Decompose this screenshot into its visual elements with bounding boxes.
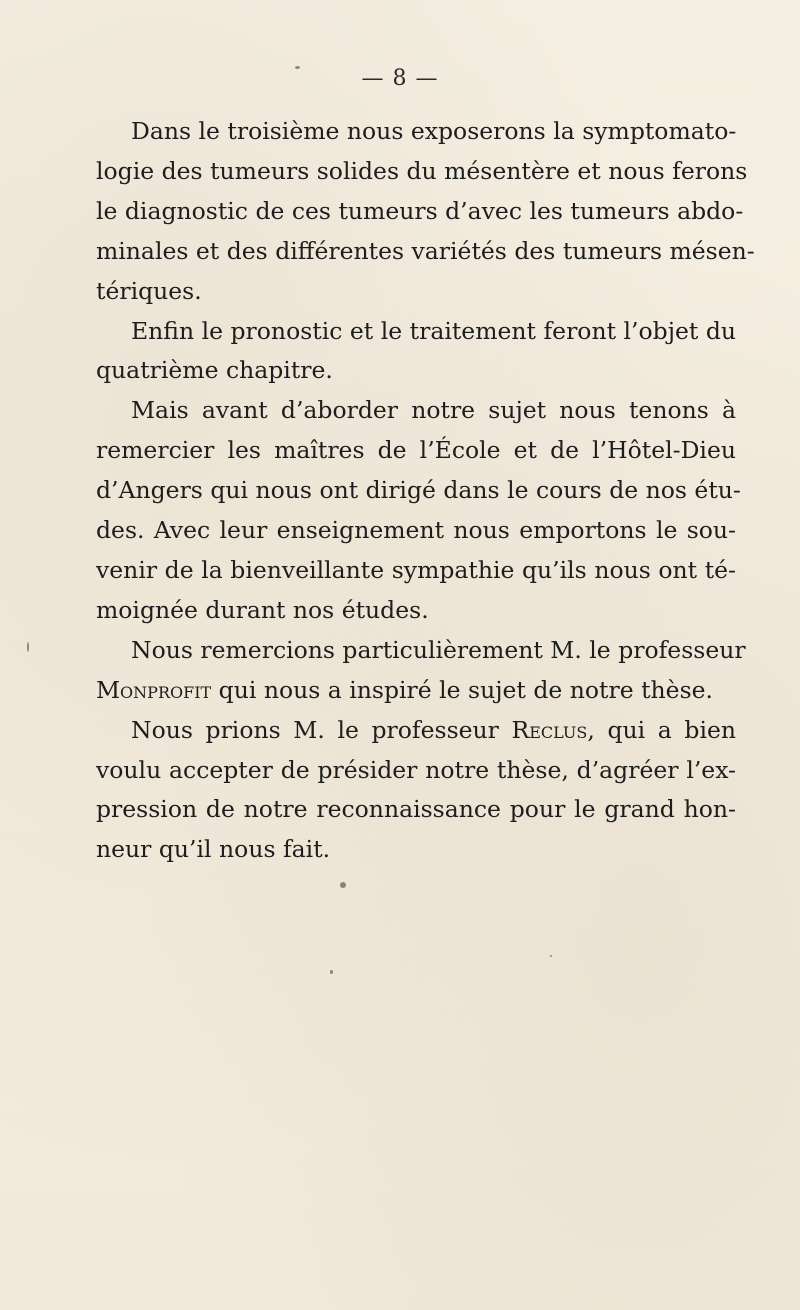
text-line: Dans le troisième nous exposerons la symptomato- — [131, 117, 737, 145]
paper-speck — [295, 66, 300, 69]
paragraph-5 — [96, 711, 736, 871]
text-line: quatrième chapitre. — [96, 356, 333, 385]
text-line-with-name — [96, 671, 736, 711]
text-line: tériques. — [96, 276, 202, 305]
person-name: Reclus — [511, 715, 588, 744]
paper-speck — [330, 970, 333, 974]
text-line: pression de notre reconnaissance pour le grand hon- — [96, 795, 736, 824]
text-line: Enfin le pronostic et le traitement feront l’objet du — [131, 316, 736, 345]
text-line: d’Angers qui nous ont dirigé dans le cours de nos étu- — [96, 476, 741, 505]
text-line: le diagnostic de ces tumeurs d’avec les tumeurs abdo- — [96, 196, 744, 225]
paper-speck — [27, 642, 29, 652]
paragraph-4 — [96, 631, 746, 711]
body-text — [96, 112, 755, 870]
text-line: minales et des différentes variétés des tumeurs mésen- — [96, 236, 755, 265]
paragraph-3 — [96, 391, 741, 630]
text-line-with-name — [96, 711, 736, 751]
text-line: des. Avec leur enseignement nous emportons le sou- — [96, 516, 736, 545]
text-fragment: qui nous a inspiré le sujet de notre thèse. — [211, 675, 714, 704]
text-line: neur qu’il nous fait. — [96, 835, 331, 864]
text-line: voulu accepter de présider notre thèse, d’agréer l’ex- — [96, 755, 736, 784]
paper-speck — [550, 955, 552, 957]
text-line: Mais avant d’aborder notre sujet nous tenons à — [131, 396, 736, 425]
text-fragment: , qui a bien — [587, 715, 737, 744]
paragraph-1 — [96, 112, 755, 312]
paragraph-2 — [96, 312, 736, 392]
text-line: logie des tumeurs solides du mésentère et nous ferons — [96, 156, 748, 185]
text-line: Nous remercions particulièrement M. le professeur — [131, 635, 746, 664]
paper-speck — [340, 882, 346, 888]
text-line: venir de la bienveillante sympathie qu’ils nous ont té- — [96, 555, 736, 584]
text-line: moignée durant nos études. — [96, 595, 429, 624]
page-number: — 8 — — [361, 66, 439, 91]
person-name: Monprofit — [96, 675, 212, 704]
text-line: remercier les maîtres de l’École et de l’Hôtel-Dieu — [96, 436, 736, 465]
text-fragment: Nous prions M. le professeur — [131, 715, 512, 744]
